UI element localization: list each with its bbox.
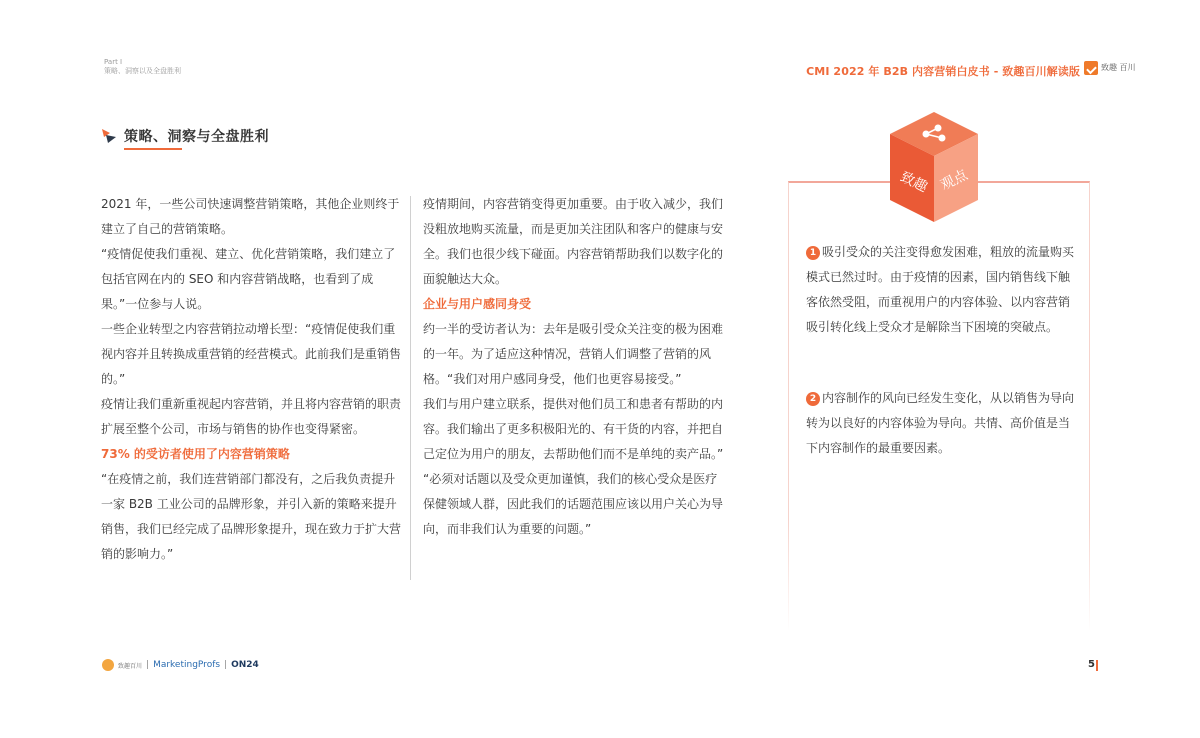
paragraph: 一些企业转型之内容营销拉动增长型：“疫情促使我们重视内容并且转换成重营销的经营模式。此前我们是重销售的。”: [101, 322, 402, 386]
page-number-bar: [1096, 660, 1098, 671]
paragraph: 疫情期间，内容营销变得更加重要。由于收入减少，我们没粗放地购买流量，而是更加关注团队和客户的健康与安全。我们也很少线下碰面。内容营销帮助我们以数字化的面貌触达大众。: [423, 197, 724, 286]
paragraph: 约一半的受访者认为：去年是吸引受众关注变的极为困难的一年。为了适应这种情况，营销人们调整了营销的风格。“我们对用户感同身受，他们也更容易接受。”: [423, 322, 724, 386]
point-text: 内容制作的风向已经发生变化，从以销售为导向转为以良好的内容体验为导向。共情、高价值是当下内容制作的最重要因素。: [806, 391, 1075, 455]
footer-logo-brand: 致趣百川: [118, 662, 143, 670]
brand-badge-icon: [102, 659, 114, 671]
point-text: 吸引受众的关注变得愈发困难，粗放的流量购买模式已然过时。由于疫情的因素，国内销售线下触客依然受阻，而重视用户的内容体验、以内容营销吸引转化线上受众才是解除当下困境的突破点。: [806, 245, 1075, 334]
point-number-badge: 2: [806, 392, 820, 406]
section-title: 策略、洞察与全盘胜利: [124, 129, 269, 145]
viewpoint-point: [806, 386, 1078, 461]
footer-logo-on24: ON24: [231, 660, 259, 670]
page-number: 5: [1088, 659, 1095, 670]
brand-logo-text: 致趣 百川: [1101, 63, 1136, 72]
column-divider: [410, 196, 411, 580]
paragraph: 我们与用户建立联系，提供对他们员工和患者有帮助的内容。我们输出了更多积极阳光的、有干货的内容，并把自己定位为用户的朋友，去帮助他们而不是单纯的卖产品。”: [423, 397, 724, 461]
paragraph: “在疫情之前，我们连营销部门都没有，之后我负责提升一家 B2B 工业公司的品牌形象，并引入新的策略来提升销售，我们已经完成了品牌形象提升，现在致力于扩大营销的影响力。”: [101, 472, 402, 561]
part-label: [104, 58, 181, 76]
document-title: CMI 2022 年 B2B 内容营销白皮书 - 致趣百川解读版: [806, 65, 1080, 78]
highlight-heading: 企业与用户感同身受: [423, 297, 532, 311]
viewpoint-cube: [886, 108, 982, 226]
point-number-badge: 1: [806, 246, 820, 260]
section-underline: [124, 148, 182, 150]
section-heading: [100, 126, 269, 146]
brand-logo: [1084, 61, 1136, 75]
highlight-heading: 73% 的受访者使用了内容营销策略: [101, 447, 290, 461]
viewpoint-point: [806, 240, 1078, 340]
cube-label-right: 观点: [938, 167, 971, 194]
cube-label-left: 致趣: [897, 169, 930, 196]
paragraph: “必须对话题以及受众更加谨慎，我们的核心受众是医疗保健领域人群，因此我们的话题范围应该以用户关心为导向，而非我们认为重要的问题。”: [423, 472, 724, 536]
footer-logo-marketingprofs: MarketingProfs: [153, 660, 221, 670]
part-label-title: Part I: [104, 58, 123, 66]
left-column: [101, 192, 401, 567]
part-label-subtitle: 策略、洞察以及全盘胜利: [104, 67, 181, 75]
section-marker-icon: [100, 127, 118, 145]
paragraph: 2021 年，一些公司快速调整营销策略，其他企业则终于建立了自己的营销策略。: [101, 197, 400, 236]
paragraph: 疫情让我们重新重视起内容营销，并且将内容营销的职责扩展至整个公司，市场与销售的协作也变得紧密。: [101, 397, 402, 436]
footer-separator: |: [146, 660, 150, 670]
footer-logos: [102, 659, 259, 671]
middle-column: [423, 192, 726, 542]
brand-logo-icon: [1084, 61, 1098, 75]
footer-separator: |: [224, 660, 228, 670]
paragraph: “疫情促使我们重视、建立、优化营销策略，我们建立了包括官网在内的 SEO 和内容营销战略，也看到了成果。”一位参与人说。: [101, 247, 396, 311]
